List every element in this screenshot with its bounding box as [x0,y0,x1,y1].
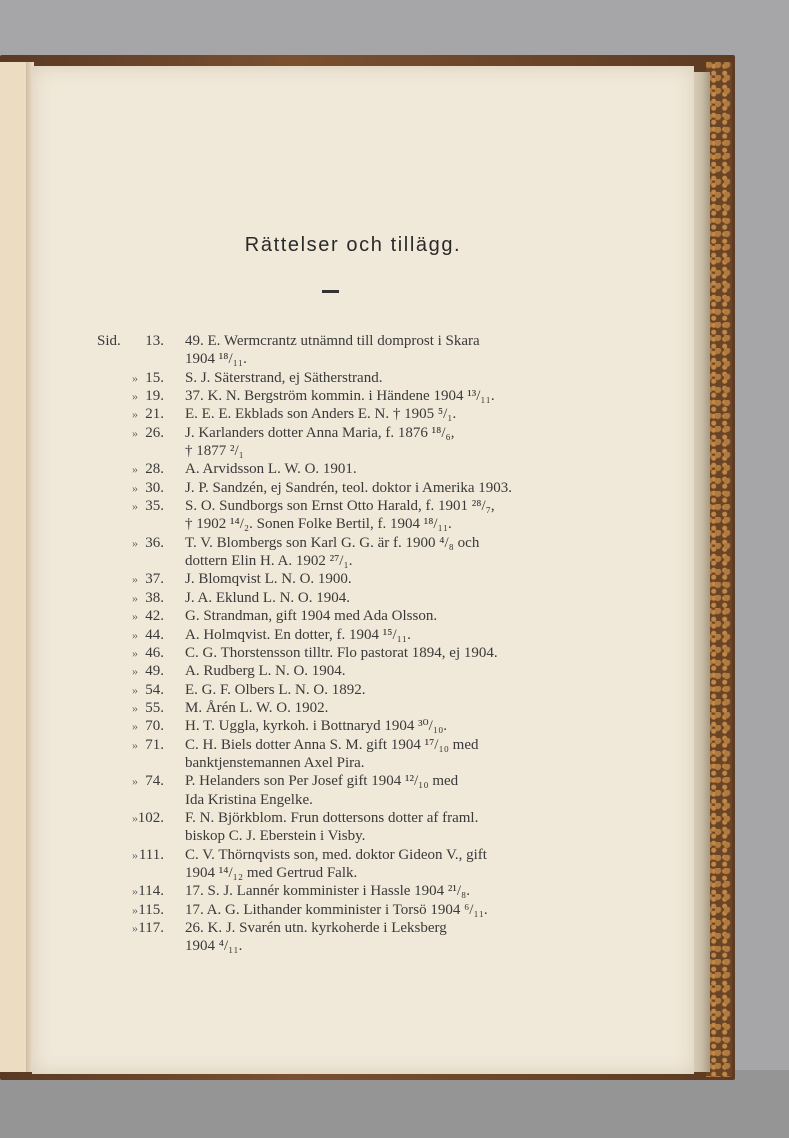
errata-entry [32,901,694,919]
ditto-mark: » [132,627,138,642]
entry-line: C. G. Thorstensson tilltr. Flo pastorat 1894, ej 1904. [185,644,498,661]
errata-entry [32,497,694,534]
page-number: 49. [145,663,164,680]
entry-line: 1904 ¹⁴/₁₂ med Gertrud Falk. [185,864,358,881]
page-title: Rättelser och tillägg. [244,234,462,256]
sid-label: Sid. [97,333,121,349]
ditto-mark: » [132,407,138,422]
errata-entry [32,662,694,680]
book-page [32,66,694,1074]
errata-list [32,332,694,956]
page-number: 37. [145,571,164,588]
ditto-mark: » [132,700,138,715]
errata-entry [32,681,694,699]
entry-line: J. A. Eklund L. N. O. 1904. [185,589,350,606]
entry-line: G. Strandman, gift 1904 med Ada Olsson. [185,608,438,625]
entry-line: † 1877 ²/₁ [185,443,244,460]
errata-entry [32,405,694,423]
entry-line: S. J. Säterstrand, ej Sätherstrand. [185,369,383,386]
background [0,1070,789,1138]
errata-entry [32,534,694,571]
page-number: 117. [138,920,164,936]
ditto-mark: » [132,921,138,935]
errata-entry [32,479,694,497]
errata-entry [32,919,694,956]
errata-entry [32,626,694,644]
errata-entry [32,332,694,369]
entry-line: E. E. E. Ekblads son Anders E. N. † 1905 ⁵/₁. [185,406,457,423]
errata-entry [32,699,694,717]
errata-entry [32,644,694,662]
page-number: 71. [145,736,164,753]
ditto-mark: » [132,535,138,550]
ditto-mark: » [132,902,138,917]
ditto-mark: » [132,664,138,679]
ditto-mark: » [132,370,138,385]
page-number: 26. [145,424,164,441]
page-number: 114. [138,883,164,900]
entry-line: banktjenstemannen Axel Pira. [185,754,365,771]
errata-entry [32,424,694,461]
entry-line: S. O. Sundborgs son Ernst Otto Harald, f. 1901 ²⁸/₇, [185,498,495,515]
errata-entry [32,736,694,773]
entry-line: E. G. F. Olbers L. N. O. 1892. [185,681,366,698]
entry-line: J. Karlanders dotter Anna Maria, f. 1876 ¹⁸/₆, [185,424,455,441]
page-number: 44. [145,626,164,643]
ditto-mark: » [132,499,138,514]
ditto-mark: » [132,590,138,605]
entry-line: A. Arvidsson L. W. O. 1901. [185,461,357,478]
ditto-mark: » [132,774,138,789]
page-number: 36. [145,534,164,551]
entry-line: F. N. Björkblom. Frun dottersons dotter af framl. [185,809,479,826]
errata-entry [32,772,694,809]
entry-line: 1904 ¹⁸/₁₁. [185,351,247,368]
entry-line: 17. A. G. Lithander komminister i Torsö 1904 ⁶/₁₁. [185,901,488,918]
errata-entry [32,882,694,900]
page-number: 74. [145,773,164,790]
ditto-mark: » [132,719,138,734]
errata-entry [32,809,694,846]
page-number: 35. [145,498,164,515]
entry-line: † 1902 ¹⁴/₂. Sonen Folke Bertil, f. 1904 ¹⁸/₁₁. [185,516,452,533]
entry-line: 49. E. Wermcrantz utnämnd till domprost i Skara [185,333,480,349]
ditto-mark: » [132,884,138,899]
left-page [0,62,28,1072]
ditto-mark: » [132,810,138,825]
ditto-mark: » [132,462,138,477]
entry-line: biskop C. J. Eberstein i Visby. [185,828,366,845]
errata-entry [32,460,694,478]
entry-line: P. Helanders son Per Josef gift 1904 ¹²/₁₀ med [185,773,459,790]
errata-entry [32,369,694,387]
page-number: 21. [145,406,164,423]
entry-line: 1904 ⁴/₁₁. [185,938,243,955]
page-number: 102. [137,809,164,826]
ditto-mark: » [132,847,138,862]
ditto-mark: » [132,480,138,495]
page-number: 30. [145,479,164,496]
page-number: 70. [145,718,164,735]
page-number: 42. [145,608,164,625]
page-number: 13. [145,333,164,349]
errata-entry [32,589,694,607]
entry-line: C. H. Biels dotter Anna S. M. gift 1904 ¹⁷/₁₀ med [185,736,479,753]
entry-line: A. Holmqvist. En dotter, f. 1904 ¹⁵/₁₁. [185,626,411,643]
ditto-mark: » [132,645,138,660]
errata-entry [32,607,694,625]
entry-line: T. V. Blombergs son Karl G. G. är f. 1900 ⁴/₈ och [185,534,480,551]
entry-line: J. Blomqvist L. N. O. 1900. [185,571,352,588]
errata-entry [32,846,694,883]
entry-line: Ida Kristina Engelke. [185,791,313,808]
page-number: 19. [145,388,164,405]
entry-line: C. V. Thörnqvists son, med. doktor Gideon V., gift [185,846,487,863]
page-number: 38. [145,589,164,606]
entry-line: 26. K. J. Svarén utn. kyrkoherde i Leksberg [185,920,447,936]
errata-entry [32,717,694,735]
entry-line: H. T. Uggla, kyrkoh. i Bottnaryd 1904 ³⁰/₁₀. [185,718,448,735]
errata-entry [32,387,694,405]
ditto-mark: » [132,737,138,752]
page-number: 46. [145,644,164,661]
page-number: 15. [145,369,164,386]
page-number: 111. [138,846,164,863]
ditto-mark: » [132,609,138,624]
entry-line: dottern Elin H. A. 1902 ²⁷/₁. [185,553,353,570]
ditto-mark: » [132,682,138,697]
entry-line: 37. K. N. Bergström kommin. i Händene 1904 ¹³/₁₁. [185,388,495,405]
entry-line: A. Rudberg L. N. O. 1904. [185,663,346,680]
ditto-mark: » [132,389,138,404]
ditto-mark: » [132,572,138,587]
page-number: 55. [145,699,164,716]
entry-line: J. P. Sandzén, ej Sandrén, teol. doktor i Amerika 1903. [185,479,513,496]
ditto-mark: » [132,425,138,440]
page-number: 54. [145,681,164,698]
errata-entry [32,570,694,588]
title-rule [322,290,339,293]
entry-line: 17. S. J. Lannér komminister i Hassle 1904 ²¹/₈. [185,883,471,900]
page-number: 115. [138,901,164,918]
page-number: 28. [145,461,164,478]
entry-line: M. Årén L. W. O. 1902. [185,699,329,716]
